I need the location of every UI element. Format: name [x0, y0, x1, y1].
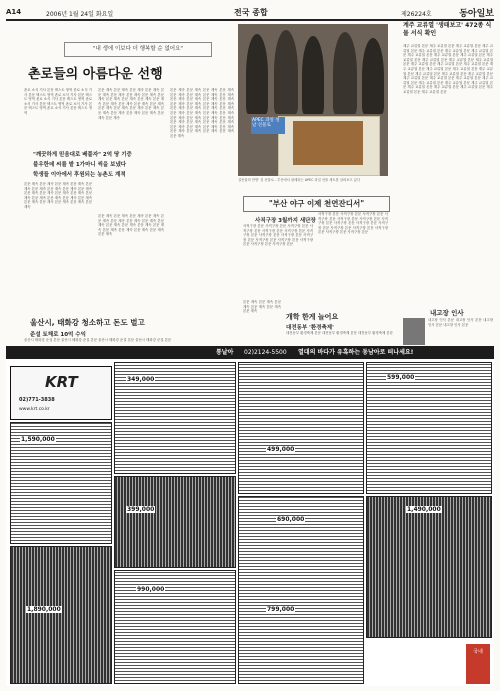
ulsan-headline: 울산시, 태화강 청소하고 돈도 벌고: [30, 318, 145, 327]
issue-date: 2006년 1월 24일 화요일: [46, 11, 114, 18]
body-text: 본문 계속 본문 계속 본문 계속 본문 계속 본문 계속 본문 계속 본문 계속 본문 계속 본문 계속 본문 계속 본문 계속 본문 계속 본문 계속 본문 계속 본문 계속 본문 계속 본문 계속 본문 계속 본문 계속 본문 계속 본문 계속 본문 계속 본문 계속: [24, 182, 92, 209]
mid-headline: "부산 야구 이제 천연잔디서": [243, 196, 390, 212]
page-number: A14: [6, 8, 22, 16]
ad-price: 799,000: [267, 606, 295, 613]
ad-price: 499,000: [267, 446, 295, 453]
page-header: [6, 5, 494, 21]
ad-price: 1,890,000: [27, 606, 61, 613]
ad-price: 399,000: [127, 506, 155, 513]
body-text: 울산시 태화강 준설 본문 울산시 태화강 준설 본문 울산시 태화강 준설 본문 울산시 태화강 준설 본문: [24, 338, 172, 342]
news-photo: [238, 24, 388, 176]
body-text: 본문 계속 본문 계속 본문 계속 본문 계속 본문 계속 본문 계속 본문 계속 본문 계속 본문 계속 본문 계속 본문 계속 본문 계속 본문 계속 본문 계속 본문 계속 본문 계속 본문 계속 본문 계속 본문 계속 본문 계속 본문 계속 본문 계속 본문 계속 본문 계속 본문 계속 본문 계속 본문 계속: [98, 88, 164, 120]
story-quote: "내 생에 이보다 더 행복할 순 없어요": [64, 42, 212, 57]
body-text: 사직구장 본문 사직구장 본문 사직구장 본문 사직구장 본문 사직구장 본문 사직구장 본문 사직구장 본문 사직구장 본문 사직구장 본문 사직구장 본문 사직구장 본문 사직구장 본문 사직구장 본문 사직구장 본문 사직구장 본문: [243, 224, 313, 247]
ad-price: 1,590,000: [21, 436, 55, 443]
ad-phone: 02)2124-5500: [244, 349, 287, 356]
person-photo: [403, 318, 425, 345]
local-news-title: 내고장 인사: [430, 309, 464, 317]
exam-headline: 개학 한게 늘어요: [286, 313, 339, 321]
ad-block: [238, 362, 364, 494]
krt-logo: KRT: [45, 373, 78, 391]
ad-block: [366, 362, 492, 494]
krt-phone: 02)771-3838: [19, 397, 55, 403]
ad-brand: 통날아: [216, 349, 234, 356]
ad-price: 990,000: [137, 586, 165, 593]
body-text: 본문 계속 본문 계속 본문 계속 본문 계속 본문 계속 본문 계속 본문 계속 본문 계속 본문 계속 본문 계속 본문 계속 본문 계속 본문 계속 본문 계속 본문 계속 본문 계속 본문 계속 본문 계속 본문 계속 본문 계속 본문 계속 본문 계속 본문 계속 본문 계속 본문 계속 본문 계속 본문 계속 본문 계속 본문 계속 본문 계속 본문 계속 본문 계속 본문 계속 본문 계속 본문 계속 본문 계속 본문 계속 본문 계속 본문 계속 본문 계속 본문 계속: [170, 88, 234, 138]
sub-headline: 대전동부 '환경축제': [286, 325, 334, 331]
domestic-travel-badge: 국내: [466, 644, 490, 684]
advertisement-section: [6, 346, 494, 686]
ad-price: 1,490,000: [407, 506, 441, 513]
body-text: 본문 계속 본문 계속 본문 계속 본문 계속 본문 계속 본문 계속: [243, 300, 281, 314]
ad-price: 690,000: [277, 516, 305, 523]
body-text: 사직구장 본문 사직구장 본문 사직구장 본문 사직구장 본문 사직구장 본문 사직구장 본문 사직구장 본문 사직구장 본문 사직구장 본문 사직구장 본문 사직구장 본문 사직구장 본문 사직구장 본문 사직구장 본문 사직구장 본문: [318, 212, 388, 235]
ad-block: [114, 570, 236, 684]
ad-block: [238, 496, 364, 684]
sub-headline: 불우한데 씨를 밭 1가마니 씩을 보냈다: [33, 162, 127, 168]
sidebar-headline: 계주 교류열 '생태보고' 472종 식물 서식 확인: [403, 22, 492, 37]
ad-slogan: 열대의 바다가 유혹하는 동남아로 떠나세요!: [298, 349, 414, 356]
krt-url: www.krt.co.kr: [19, 407, 50, 412]
newspaper-logo: 동아일보: [459, 9, 494, 19]
sub-headline: 준설 토해로 10억 수익: [30, 332, 86, 338]
sub-headline: 학생들 이아에서 후원되는 농촌도 계적: [33, 172, 126, 178]
ad-block: [366, 496, 492, 638]
ad-price: 599,000: [387, 374, 415, 381]
sub-headline: "깨끗하게 믿음대로 베풀자" 2억 땅 기증: [33, 152, 132, 158]
body-text: 계주 교류열 본문 계주 교류열 본문 계주 교류열 본문 계주 교류열 본문 계주 교류열 본문 계주 교류열 본문 계주 교류열 본문 계주 교류열 본문 계주 교류열 본문 계주 교류열 본문 계주 교류열 본문 계주 교류열 본문 계주 교류열 본문 계주 교류열 본문 계주 교류열 본문 계주 교류열 본문 계주 교류열 본문 계주 교류열 본문 계주 교류열 본문 계주 교류열 본문 계주 교류열 본문 계주 교류열 본문 계주 교류열 본문 계주 교류열 본문 계주 교류열 본문 계주 교류열 본문 계주 교류열 본문 계주 교류열 본문 계주 교류열 본문 계주 교류열 본문 계주 교류열 본문 계주 교류열 본문 계주 교류열 본문 계주 교류열 본문 계주 교류열 본문 계주 교류열 본문: [403, 44, 493, 94]
ad-block: [114, 476, 236, 568]
body-text: 촌로 소식 기사 본문 텍스트 영역 촌로 소식 기사 본문 텍스트 영역 촌로 소식 기사 본문 텍스트 영역 촌로 소식 기사 본문 텍스트 영역 촌로 소식 기사 본문 텍스트 영역 촌로 소식 기사 본문 텍스트 영역 촌로 소식 기사 본문 텍스트 영역: [24, 88, 92, 115]
ad-price: 349,000: [127, 376, 155, 383]
photo-label: APEC 과일 설날 선물로: [251, 117, 285, 134]
main-headline: 촌로들의 아름다운 선행: [28, 67, 163, 82]
section-title: 전국 종합: [234, 8, 268, 17]
edition-number: 제26224호: [401, 11, 432, 18]
krt-ad: [10, 366, 112, 420]
photo-caption: 설선물의 안방' 설 선물로 - 부산에서 판매되는 APEC 과일 선물 세트를 살펴보고 있다: [238, 178, 361, 182]
body-text: 대전동부 환경축제 본문 대전동부 환경축제 본문 대전동부 환경축제 본문: [286, 331, 393, 335]
ad-banner: [6, 346, 494, 359]
sub-headline: 사직구장 3월까지 새단장: [255, 218, 316, 224]
body-text: 본문 계속 본문 계속 본문 계속 본문 계속 본문 계속 본문 계속 본문 계속 본문 계속 본문 계속 본문 계속 본문 계속 본문 계속 본문 계속 본문 계속 본문 계속 본문 계속 본문 계속 본문 계속: [98, 214, 164, 237]
ad-block: [10, 546, 112, 684]
body-text: 내고장 인사 본문 내고장 인사 본문 내고장 인사 본문 내고장 인사 본문: [428, 318, 493, 327]
